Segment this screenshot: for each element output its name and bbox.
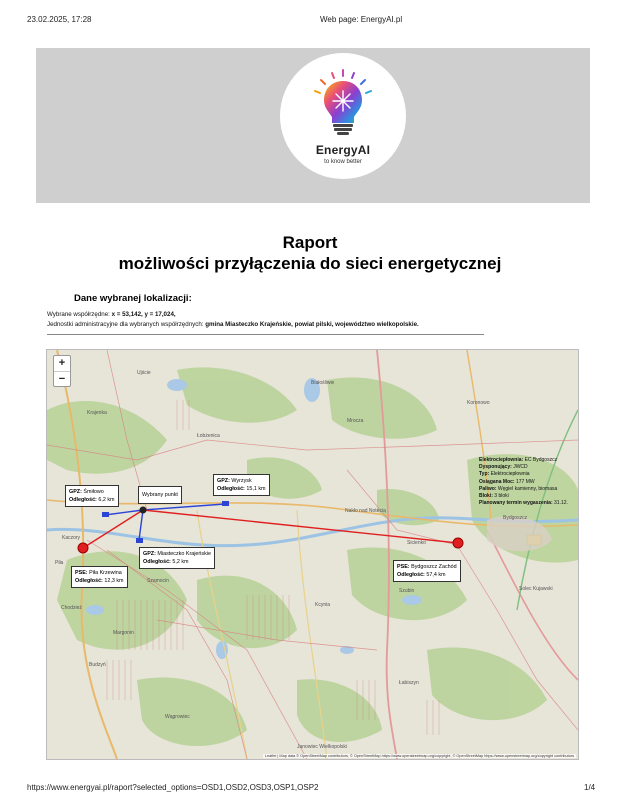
zoom-in-button[interactable]: +: [58, 357, 66, 369]
town-label: Szubin: [399, 588, 415, 594]
town-label: Sicienko: [407, 540, 426, 546]
forest-areas: [47, 367, 578, 746]
print-datetime: 23.02.2025, 17:28: [27, 15, 92, 24]
town-label: Nakło nad Notecią: [345, 508, 386, 514]
town-label: Solec Kujawski: [519, 586, 553, 592]
town-label: Bydgoszcz: [503, 515, 528, 521]
pse-pila-marker[interactable]: [78, 543, 88, 553]
town-label: Margonin: [113, 630, 134, 636]
town-label: Wągrowiec: [165, 714, 190, 720]
zoom-out-button[interactable]: −: [54, 371, 70, 387]
town-label: Piła: [55, 560, 64, 566]
logo-circle: [280, 53, 406, 179]
town-label: Białośliwie: [311, 380, 335, 386]
gpz-wyrzysk-marker[interactable]: [222, 501, 229, 506]
zoom-control: [53, 355, 71, 387]
town-label: Łabiszyn: [399, 680, 419, 686]
gpz-miasteczko-marker[interactable]: [136, 538, 143, 543]
print-url: https://www.energyai.pl/raport?selected_options=OSD1,OSD2,OSD3,OSP1,OSP2: [27, 783, 319, 792]
coords-value: x = 53,142, y = 17,024,: [111, 311, 176, 318]
town-label: Łobżenica: [197, 433, 220, 439]
map-canvas[interactable]: [47, 350, 578, 759]
logo-tagline: to know better: [324, 159, 362, 165]
town-label: Budzyń: [89, 662, 106, 668]
popup-pse-bydgoszcz: PSE: Bydgoszcz Zachód Odległość: 57,4 km: [393, 560, 461, 582]
gpz-smilowo-marker[interactable]: [102, 512, 109, 517]
report-title: Raport: [282, 233, 338, 252]
town-label: Krajenka: [87, 410, 107, 416]
divider: [47, 334, 484, 335]
town-label: Mrocza: [347, 418, 364, 424]
map[interactable]: [46, 349, 579, 760]
town-label: Kcynia: [315, 602, 331, 608]
town-label: Janowiec Wielkopolski: [297, 744, 348, 750]
town-label: Chodzież: [61, 605, 82, 611]
lightbulb-logo-icon: [280, 53, 406, 145]
power-plant-info: Elektrociepłownia: EC Bydgoszcz Dysponujący: JWCD Typ: Elektrociepłownia Osiągana Moc: 177 MW Paliwo: Węgiel kamienny, biomasa Bloki: 3 bloki Planowany termin wygaszenia: 31.12.: [479, 457, 568, 507]
selected-point-marker[interactable]: [140, 507, 147, 514]
town-label: Szamocin: [147, 578, 169, 584]
map-attribution[interactable]: Leaflet | Map data © OpenStreetMap contributors, © OpenStreetMap https://www.openstreetmap.org/copyright, © OpenStreetMap https://www.openstreetmap.org/copyright contributors: [264, 754, 574, 758]
report-subtitle: możliwości przyłączenia do sieci energetycznej: [118, 254, 502, 273]
popup-gpz-smilowo: GPZ: Śmiłowo Odległość: 6,2 km: [65, 485, 119, 507]
admin-label: Jednostki administracyjne dla wybranych współrzędnych:: [47, 321, 206, 328]
print-page-title: Web page: EnergyAI.pl: [320, 15, 403, 24]
admin-units-line: [47, 321, 419, 328]
coords-label: Wybrane współrzędne:: [47, 311, 112, 318]
logo-banner: [36, 48, 590, 203]
town-label: Koronowo: [467, 400, 490, 406]
popup-pse-pila: PSE: Piła Krzewina Odległość: 12,3 km: [71, 566, 128, 588]
print-page-number: 1/4: [584, 783, 596, 792]
coordinates-line: [47, 311, 176, 318]
popup-selected-point: Wybrany punkt: [138, 486, 182, 504]
logo-name: EnergyAI: [315, 143, 371, 157]
popup-gpz-miasteczko: GPZ: Miasteczko Krajeńskie Odległość: 5,2 km: [139, 547, 215, 569]
popup-gpz-wyrzysk: GPZ: Wyrzysk Odległość: 15,1 km: [213, 474, 270, 496]
pse-bydgoszcz-marker[interactable]: [453, 538, 463, 548]
admin-value: gmina Miasteczko Krajeńskie, powiat pilski, województwo wielkopolskie.: [205, 321, 419, 328]
town-label: Kaczory: [62, 535, 81, 541]
town-label: Ujście: [137, 370, 151, 376]
location-heading: Dane wybranej lokalizacji:: [74, 293, 192, 304]
